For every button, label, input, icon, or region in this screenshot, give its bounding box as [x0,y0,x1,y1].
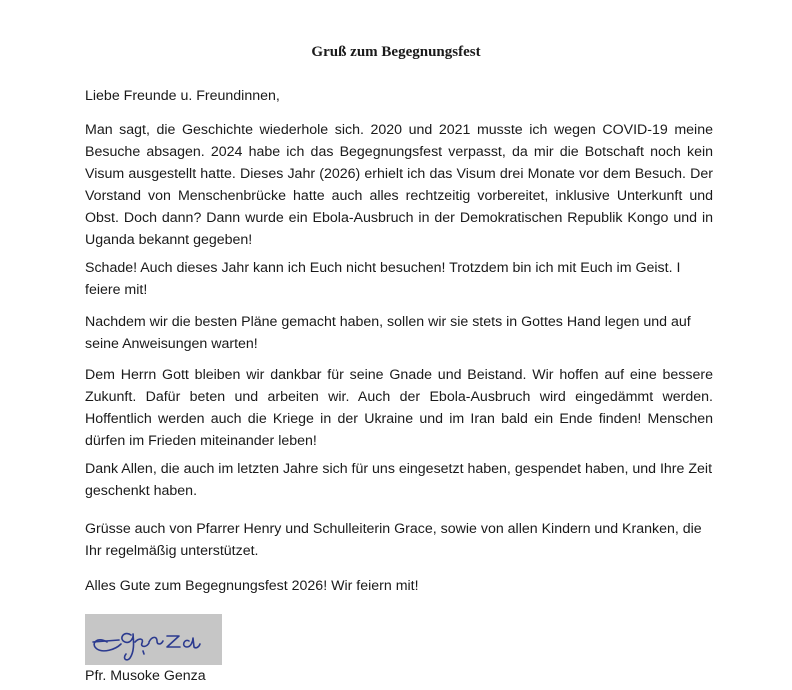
paragraph-gratitude: Dem Herrn Gott bleiben wir dankbar für seine Gnade und Beistand. Wir hoffen auf eine bessere Zukunft. Dafür beten und arbeiten wir. Auch der Ebola-Ausbruch wird eingedämmt werden. Hoffentlich werden auch die Kriege in der Ukraine und im Iran bald ein Ende finden! Menschen dürfen im Frieden miteinander leben! [85,367,713,449]
signature-scribble [85,614,222,665]
paragraph-regret: Schade! Auch dieses Jahr kann ich Euch nicht besuchen! Trotzdem bin ich mit Euch im Geist. I feiere mit! [85,260,681,298]
paragraph-visa-story: Man sagt, die Geschichte wiederhole sich. 2020 und 2021 musste ich wegen COVID-19 meine Besuche absagen. 2024 habe ich das Begegnungsfest verpasst, da mir die Botschaft noch kein Visum ausgestellt hatte. Dieses Jahr (2026) erhielt ich das Visum drei Monate vor dem Besuch. Der Vorstand von Menschenbrücke hatte auch alles rechtzeitig vorbereitet, inklusive Unterkunft und Obst. Doch dann? Dann wurde ein Ebola-Ausbruch in der Demokratischen Republik Kongo und in Uganda bekannt gegeben! [85,122,713,248]
paragraph-regards: Grüsse auch von Pfarrer Henry und Schulleiterin Grace, sowie von allen Kindern und Kranken, die Ihr regelmäßig unterstützet. [85,521,702,559]
signer-name: Pfr. Musoke Genza [85,668,206,684]
letter-title: Gruß zum Begegnungsfest [311,44,481,60]
handwritten-signature [85,614,222,665]
paragraph-wishes: Alles Gute zum Begegnungsfest 2026! Wir feiern mit! [85,578,419,594]
paragraph-thanks: Dank Allen, die auch im letzten Jahre sich für uns eingesetzt haben, gespendet haben, und Ihre Zeit geschenkt haben. [85,461,713,499]
letter-greeting: Liebe Freunde u. Freundinnen, [85,88,280,104]
paragraph-gods-hand: Nachdem wir die besten Pläne gemacht haben, sollen wir sie stets in Gottes Hand legen und auf seine Anweisungen warten! [85,314,691,352]
